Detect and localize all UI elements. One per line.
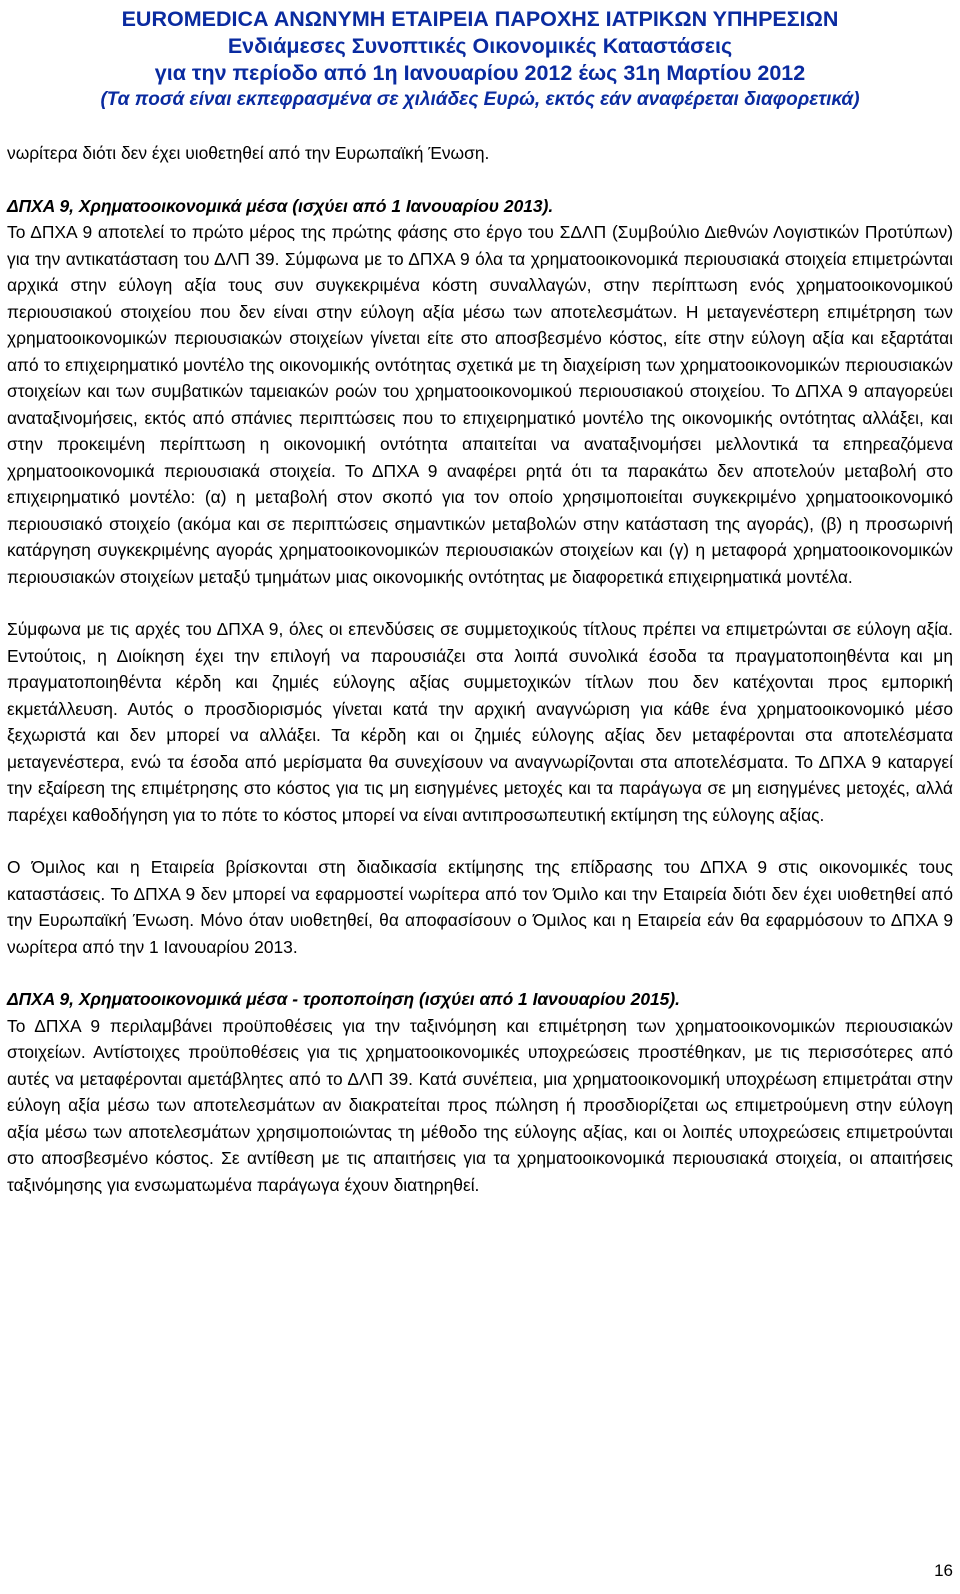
paragraph: Το ΔΠΧΑ 9 αποτελεί το πρώτο μέρος της πρώτης φάσης στο έργο του ΣΔΛΠ (Συμβούλιο Διεθνών Λογιστικών Προτύπων) για την αντικατάσταση του ΔΛΠ 39. Σύμφωνα με το ΔΠΧΑ 9 όλα τα χρηματοοικονομικά περιουσιακά στοιχεία επιμετρώνται αρχικά στην εύλογη αξία τους συν συγκεκριμένα κόστη συναλλαγών, στην περίπτωση ενός χρηματοοικονομικού περιουσιακού στοιχείου που δεν είναι στην εύλογη αξία μέσω των αποτελεσμάτων. Η μεταγενέστερη επιμέτρηση των χρηματοοικονομικών περιουσιακών στοιχείων γίνεται είτε στο αποσβεσμένο κόστος, είτε στην εύλογη αξία και εξαρτάται από το επιχειρηματικό μοντέλο της οικονομικής οντότητας σχετικά με τη διαχείριση των χρηματοοικονομικών περιουσιακών στοιχείων και των συμβατικών ταμειακών ροών του χρηματοοικονομικού περιουσιακού στοιχείου. Το ΔΠΧΑ 9 απαγορεύει αναταξινομήσεις, εκτός από σπάνιες περιπτώσεις που το επιχειρηματικό μοντέλο της οικονομικής οντότητας αλλάξει, και στην προκειμένη περίπτωση η οικονομική οντότητα απαιτείται να αναταξινομήσει μελλοντικά τα επηρεαζόμενα χρηματοοικονομικά περιουσιακά στοιχεία. Το ΔΠΧΑ 9 αναφέρει ρητά ότι τα παρακάτω δεν αποτελούν μεταβολή στο επιχειρηματικό μοντέλο: (α) η μεταβολή στον σκοπό για τον οποίο χρησιμοποιείται συγκεκριμένο χρηματοοικονομικό περιουσιακό στοιχείο (ακόμα και σε περιπτώσεις σημαντικών μεταβολών στην κατάσταση της αγοράς), (β) η προσωρινή κατάργηση συγκεκριμένης αγοράς χρηματοοικονομικών περιουσιακών στοιχείων και (γ) η μεταφορά χρηματοοικονομικών περιουσιακών στοιχείων μεταξύ τμημάτων μιας οικονομικής οντότητας με διαφορετικά επιχειρηματικά μοντέλα. xyxy=(7,222,953,587)
paragraph: Ο Όμιλος και η Εταιρεία βρίσκονται στη διαδικασία εκτίμησης της επίδρασης του ΔΠΧΑ 9 στις οικονομικές τους καταστάσεις. Το ΔΠΧΑ 9 δεν μπορεί να εφαρμοστεί νωρίτερα από τον Όμιλο και την Εταιρεία διότι δεν έχει υιοθετηθεί από την Ευρωπαϊκή Ένωση. Μόνο όταν υιοθετηθεί, θα αποφασίσουν ο Όμιλος και η Εταιρεία εάν θα εφαρμόσουν το ΔΠΧΑ 9 νωρίτερα από την 1 Ιανουαρίου 2013. xyxy=(7,857,953,957)
section-heading-ifrs9: ΔΠΧΑ 9, Χρηματοοικονομικά μέσα (ισχύει από 1 Ιανουαρίου 2013). xyxy=(7,195,554,216)
company-name: EUROMEDICA ΑΝΩΝΥΜΗ ΕΤΑΙΡΕΙΑ ΠΑΡΟΧΗΣ ΙΑΤΡΙΚΩΝ ΥΠΗΡΕΣΙΩΝ xyxy=(121,7,839,31)
continuation-text: νωρίτερα διότι δεν έχει υιοθετηθεί από την Ευρωπαϊκή Ένωση. xyxy=(7,143,490,163)
document-body xyxy=(7,140,953,1198)
currency-note: (Τα ποσά είναι εκπεφρασμένα σε χιλιάδες Ευρώ, εκτός εάν αναφέρεται διαφορετικά) xyxy=(100,89,860,110)
paragraph: Το ΔΠΧΑ 9 περιλαμβάνει προϋποθέσεις για την ταξινόμηση και επιμέτρηση των χρηματοοικονομικών περιουσιακών στοιχείων. Αντίστοιχες προϋποθέσεις για τις χρηματοοικονομικές υποχρεώσεις προστέθηκαν, με τις περισσότερες από αυτές να μεταφέρονται αμετάβλητες από το ΔΛΠ 39. Κατά συνέπεια, μια χρηματοοικονομική υποχρέωση επιμετράται στην εύλογη αξία μέσω των αποτελεσμάτων αν διακρατείται προς πώληση ή προσδιορίζεται ως επιμετρούμενη στην εύλογη αξία μέσω των αποτελεσμάτων χρησιμοποιώντας τη μέθοδο της εύλογης αξίας, και οι λοιπές υποχρεώσεις επιμετρούνται στο αποσβεσμένο κόστος. Σε αντίθεση με τις απαιτήσεις για τα χρηματοοικονομικά περιουσιακά στοιχεία, οι απαιτήσεις ταξινόμησης για ενσωματωμένα παράγωγα έχουν διατηρηθεί. xyxy=(7,1015,953,1195)
paragraph: Σύμφωνα με τις αρχές του ΔΠΧΑ 9, όλες οι επενδύσεις σε συμμετοχικούς τίτλους πρέπει να επιμετρώνται σε εύλογη αξία. Εντούτοις, η Διοίκηση έχει την επιλογή να παρουσιάζει στα λοιπά συνολικά έσοδα τα πραγματοποιηθέντα και μη πραγματοποιηθέντα κέρδη και ζημιές εύλογης αξίας συμμετοχικών τίτλων που δεν κατέχονται προς εμπορική εκμετάλλευση. Αυτός ο προσδιορισμός γίνεται κατά την αρχική αναγνώριση για κάθε ένα χρηματοοικονομικό μέσο ξεχωριστά και δεν μπορεί να αλλάξει. Τα κέρδη και οι ζημιές εύλογης αξίας δεν μεταφέρονται στα αποτελέσματα μεταγενέστερα, ενώ τα έσοδα από μερίσματα θα συνεχίσουν να αναγνωρίζονται στα αποτελέσματα. Το ΔΠΧΑ 9 καταργεί την εξαίρεση της επιμέτρησης στο κόστος για τις μη εισηγμένες μετοχές και τα παράγωγα σε μη εισηγμένες μετοχές, αλλά παρέχει καθοδήγηση για το πότε το κόστος μπορεί να είναι αντιπροσωπευτική εκτίμηση της εύλογης αξίας. xyxy=(7,619,953,825)
reporting-period: για την περίοδο από 1η Ιανουαρίου 2012 έως 31η Μαρτίου 2012 xyxy=(154,61,806,85)
page-number: 16 xyxy=(934,1561,953,1580)
statement-title: Ενδιάμεσες Συνοπτικές Οικονομικές Καταστάσεις xyxy=(227,34,733,58)
document-header xyxy=(0,6,960,112)
section-heading-ifrs9-amendment: ΔΠΧΑ 9, Χρηματοοικονομικά μέσα - τροποποίηση (ισχύει από 1 Ιανουαρίου 2015). xyxy=(7,989,680,1009)
